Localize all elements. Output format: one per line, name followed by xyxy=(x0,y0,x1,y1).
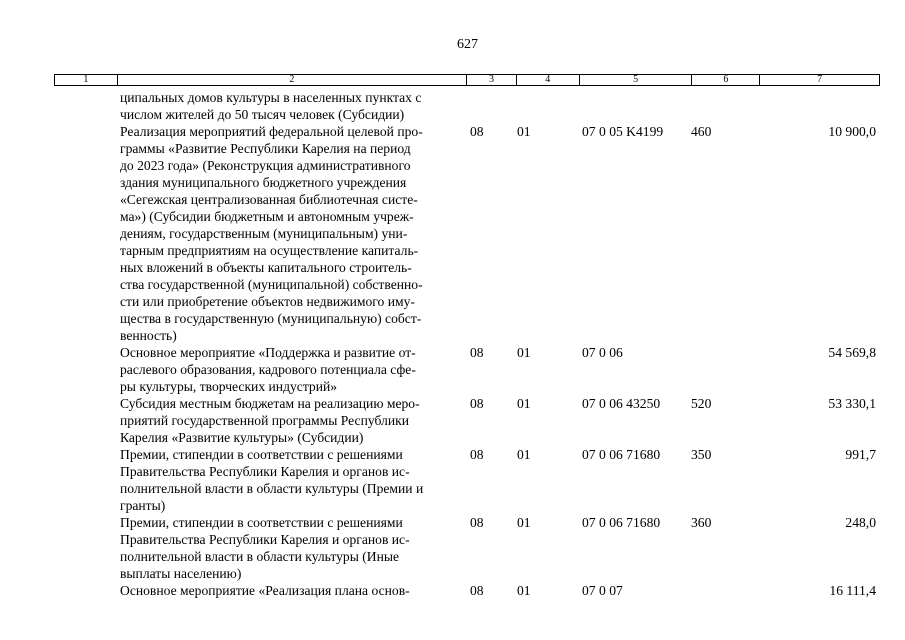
row-section: 08 xyxy=(470,345,484,360)
page-number: 627 xyxy=(457,37,478,52)
row-description: ципальных домов культуры в населенных пунктах с числом жителей до 50 тысяч человек (Субсидии) xyxy=(120,90,422,122)
row-target-article: 07 0 06 43250 xyxy=(582,396,661,411)
row-section: 08 xyxy=(470,583,484,598)
header-col-3: 3 xyxy=(466,75,516,85)
header-col-4: 4 xyxy=(516,75,579,85)
table-row xyxy=(0,395,905,446)
header-col-6: 6 xyxy=(691,75,759,85)
header-col-2: 2 xyxy=(117,75,466,85)
header-col-7: 7 xyxy=(759,75,879,85)
row-subsection: 01 xyxy=(517,396,531,411)
table-row xyxy=(0,582,905,599)
table-row xyxy=(0,89,905,123)
row-description: Премии, стипендии в соответствии с решениями Правительства Республики Карелия и органов ис- полнительной власти в области культуры (Иные выплаты населению) xyxy=(120,515,410,581)
row-subsection: 01 xyxy=(517,583,531,598)
row-target-article: 07 0 06 71680 xyxy=(582,515,661,530)
row-subsection: 01 xyxy=(517,345,531,360)
row-amount: 16 111,4 xyxy=(829,583,876,598)
row-target-article: 07 0 07 xyxy=(582,583,623,598)
row-section: 08 xyxy=(470,124,484,139)
table-row xyxy=(0,344,905,395)
row-section: 08 xyxy=(470,396,484,411)
row-target-article: 07 0 06 71680 xyxy=(582,447,661,462)
row-subsection: 01 xyxy=(517,124,531,139)
row-amount: 54 569,8 xyxy=(828,345,876,360)
header-col-5: 5 xyxy=(579,75,692,85)
row-expense-type: 520 xyxy=(691,396,712,411)
row-expense-type: 460 xyxy=(691,124,712,139)
row-amount: 248,0 xyxy=(845,515,876,530)
row-section: 08 xyxy=(470,515,484,530)
row-target-article: 07 0 05 K4199 xyxy=(582,124,664,139)
table-row xyxy=(0,123,905,344)
row-amount: 53 330,1 xyxy=(828,396,876,411)
row-description: Основное мероприятие «Реализация плана основ- xyxy=(120,583,410,598)
row-expense-type: 350 xyxy=(691,447,712,462)
table-row xyxy=(0,514,905,582)
row-section: 08 xyxy=(470,447,484,462)
row-amount: 991,7 xyxy=(845,447,876,462)
row-description: Субсидия местным бюджетам на реализацию меро- приятий государственной программы Республики Карелия «Развитие культуры» (Субсидии) xyxy=(120,396,420,445)
row-amount: 10 900,0 xyxy=(828,124,876,139)
table-row xyxy=(0,446,905,514)
table-body xyxy=(0,89,905,599)
row-subsection: 01 xyxy=(517,515,531,530)
row-description: Реализация мероприятий федеральной целевой про- граммы «Развитие Республики Карелия на период до 2023 года» (Реконструкция административного здания муниципального бюджетного учреждения «Сегежская централизованная библиотечная систе- ма») (Субсидии бюджетным и автономным учреж- дениям, государственным (муниципальным) уни- тарным предприятиям на осуществление капиталь- ных вложений в объекты капитального строитель- ства государственной (муниципальной) собственно- сти или приобретение объектов недвижимого иму- щества в государственную (муниципальную) собст- венность) xyxy=(120,124,423,343)
row-description: Премии, стипендии в соответствии с решениями Правительства Республики Карелия и органов ис- полнительной власти в области культуры (Премии и гранты) xyxy=(120,447,424,513)
row-expense-type: 360 xyxy=(691,515,712,530)
row-subsection: 01 xyxy=(517,447,531,462)
table-header xyxy=(54,74,880,86)
header-col-1: 1 xyxy=(83,74,89,85)
row-target-article: 07 0 06 xyxy=(582,345,623,360)
row-description: Основное мероприятие «Поддержка и развитие от- раслевого образования, кадрового потенциала сфе- ры культуры, творческих индустрий» xyxy=(120,345,416,394)
